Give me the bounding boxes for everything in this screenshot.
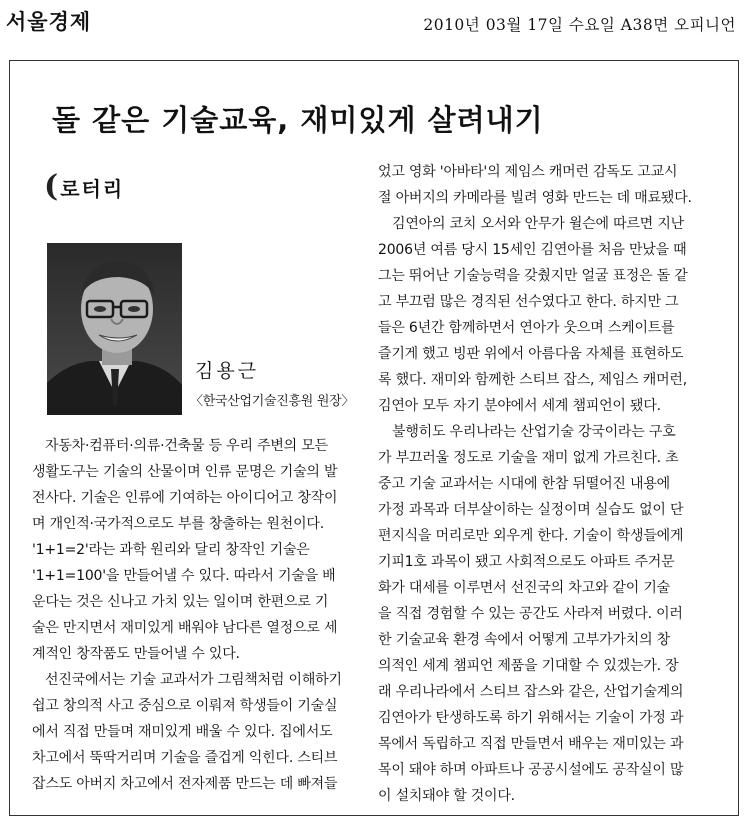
author-title: 〈한국산업기술진흥원 원장〉	[190, 394, 355, 409]
body-line: 화가 대세를 이루면서 선진국의 차고와 같이 기술	[378, 580, 670, 596]
body-line: 차고에서 뚝딱거리며 기술을 즐겁게 익힌다. 스티브	[32, 750, 338, 766]
body-line: 계적인 창작품도 만들어낼 수 있다.	[32, 646, 240, 662]
body-line: 선진국에서는 기술 교과서가 그림책처럼 이해하기	[45, 672, 342, 688]
body-line: 김연아 모두 자기 분야에서 세계 챔피언이 됐다.	[378, 398, 661, 414]
body-line: 불행히도 우리나라는 산업기술 강국이라는 구호	[392, 424, 676, 440]
body-line: 생활도구는 기술의 산물이며 인류 문명은 기술의 발	[32, 464, 338, 480]
body-line: 김연아의 코치 오서와 안무가 윌슨에 따르면 지난	[392, 216, 684, 232]
body-line: 기피1호 과목이 됐고 사회적으로도 아파트 주거문	[378, 554, 675, 570]
body-line: 운다는 것은 신나고 가치 있는 일이며 한편으로 기	[32, 594, 329, 610]
author-name: 김용근	[195, 360, 260, 382]
body-line: '1+1=2'라는 과학 원리와 달리 창작인 기술은	[32, 542, 310, 558]
body-line: 한 기술교육 환경 속에서 어떻게 고부가가치의 창	[378, 632, 670, 648]
body-line: 자동차·컴퓨터·의류·건축물 등 우리 주변의 모든	[45, 438, 328, 454]
body-line: 술은 만지면서 재미있게 배워야 남다른 열정으로 세	[32, 620, 338, 636]
body-line: 고 부끄럼 많은 경직된 선수였다고 한다. 하지만 그	[378, 294, 679, 310]
body-line: 절 아버지의 카메라를 빌려 영화 만드는 데 매료됐다.	[378, 190, 692, 206]
body-line: 가 부끄러울 정도로 기술을 재미 없게 가르친다. 초	[378, 450, 679, 466]
body-line: 이 설치돼야 할 것이다.	[378, 788, 515, 804]
body-line: 래 우리나라에서 스티브 잡스와 같은, 산업기술계의	[378, 684, 684, 700]
body-line: 즐기게 했고 빙판 위에서 아름다움 자체를 표현하도	[378, 346, 684, 362]
column-name: 로터리	[60, 176, 125, 201]
column-logo-bracket-icon: (	[44, 169, 59, 204]
publication-dateline: 2010년 03월 17일 수요일 A38면 오피니언	[423, 16, 736, 34]
body-line: 쉽고 창의적 사고 중심으로 이뤄져 학생들이 기술실	[32, 698, 338, 714]
body-line: 록 했다. 재미와 함께한 스티브 잡스, 제임스 캐머런,	[378, 372, 687, 388]
body-line: 목이 돼야 하며 아파트나 공공시설에도 공작실이 많	[378, 762, 684, 778]
body-line: 잡스도 아버지 차고에서 전자제품 만드는 데 빠져들	[32, 776, 338, 792]
body-line: 었고 영화 '아바타'의 제임스 캐머런 감독도 고교시	[378, 164, 678, 180]
body-line: 편지식을 머리로만 외우게 한다. 기술이 학생들에게	[378, 528, 684, 544]
body-line: 전사다. 기술은 인류에 기여하는 아이디어고 창작이	[32, 490, 338, 506]
article-headline: 돌 같은 기술교육, 재미있게 살려내기	[52, 103, 544, 137]
body-line: 가정 과목과 더부살이하는 실정이며 실습도 없이 단	[378, 502, 684, 518]
body-line: 목에서 독립하고 직접 만들면서 배우는 재미있는 과	[378, 736, 684, 752]
body-line: 그는 뛰어난 기술능력을 갖췄지만 얼굴 표정은 돌 같	[378, 268, 688, 284]
body-line: 2006년 여름 당시 15세인 김연아를 처음 만났을 때	[378, 242, 687, 258]
author-portrait-image	[47, 243, 182, 415]
body-line: 들은 6년간 함께하면서 연아가 웃으며 스케이트를	[378, 320, 675, 336]
body-line: 중고 기술 교과서는 시대에 한참 뒤떨어진 내용에	[378, 476, 670, 492]
body-line: 을 직접 경험할 수 있는 공간도 사라져 버렸다. 이러	[378, 606, 683, 622]
body-line: '1+1=100'을 만들어낼 수 있다. 따라서 기술을 배	[32, 568, 336, 584]
author-photo	[47, 243, 182, 415]
body-line: 며 개인적·국가적으로도 부를 창출하는 원천이다.	[32, 516, 324, 532]
body-line: 에서 직접 만들며 재미있게 배울 수 있다. 집에서도	[32, 724, 333, 740]
body-line: 의적인 세계 챔피언 제품을 기대할 수 있겠는가. 장	[378, 658, 679, 674]
body-line: 김연아가 탄생하도록 하기 위해서는 기술이 가정 과	[378, 710, 684, 726]
newspaper-name: 서울경제	[6, 10, 92, 34]
column-logo	[44, 171, 124, 203]
